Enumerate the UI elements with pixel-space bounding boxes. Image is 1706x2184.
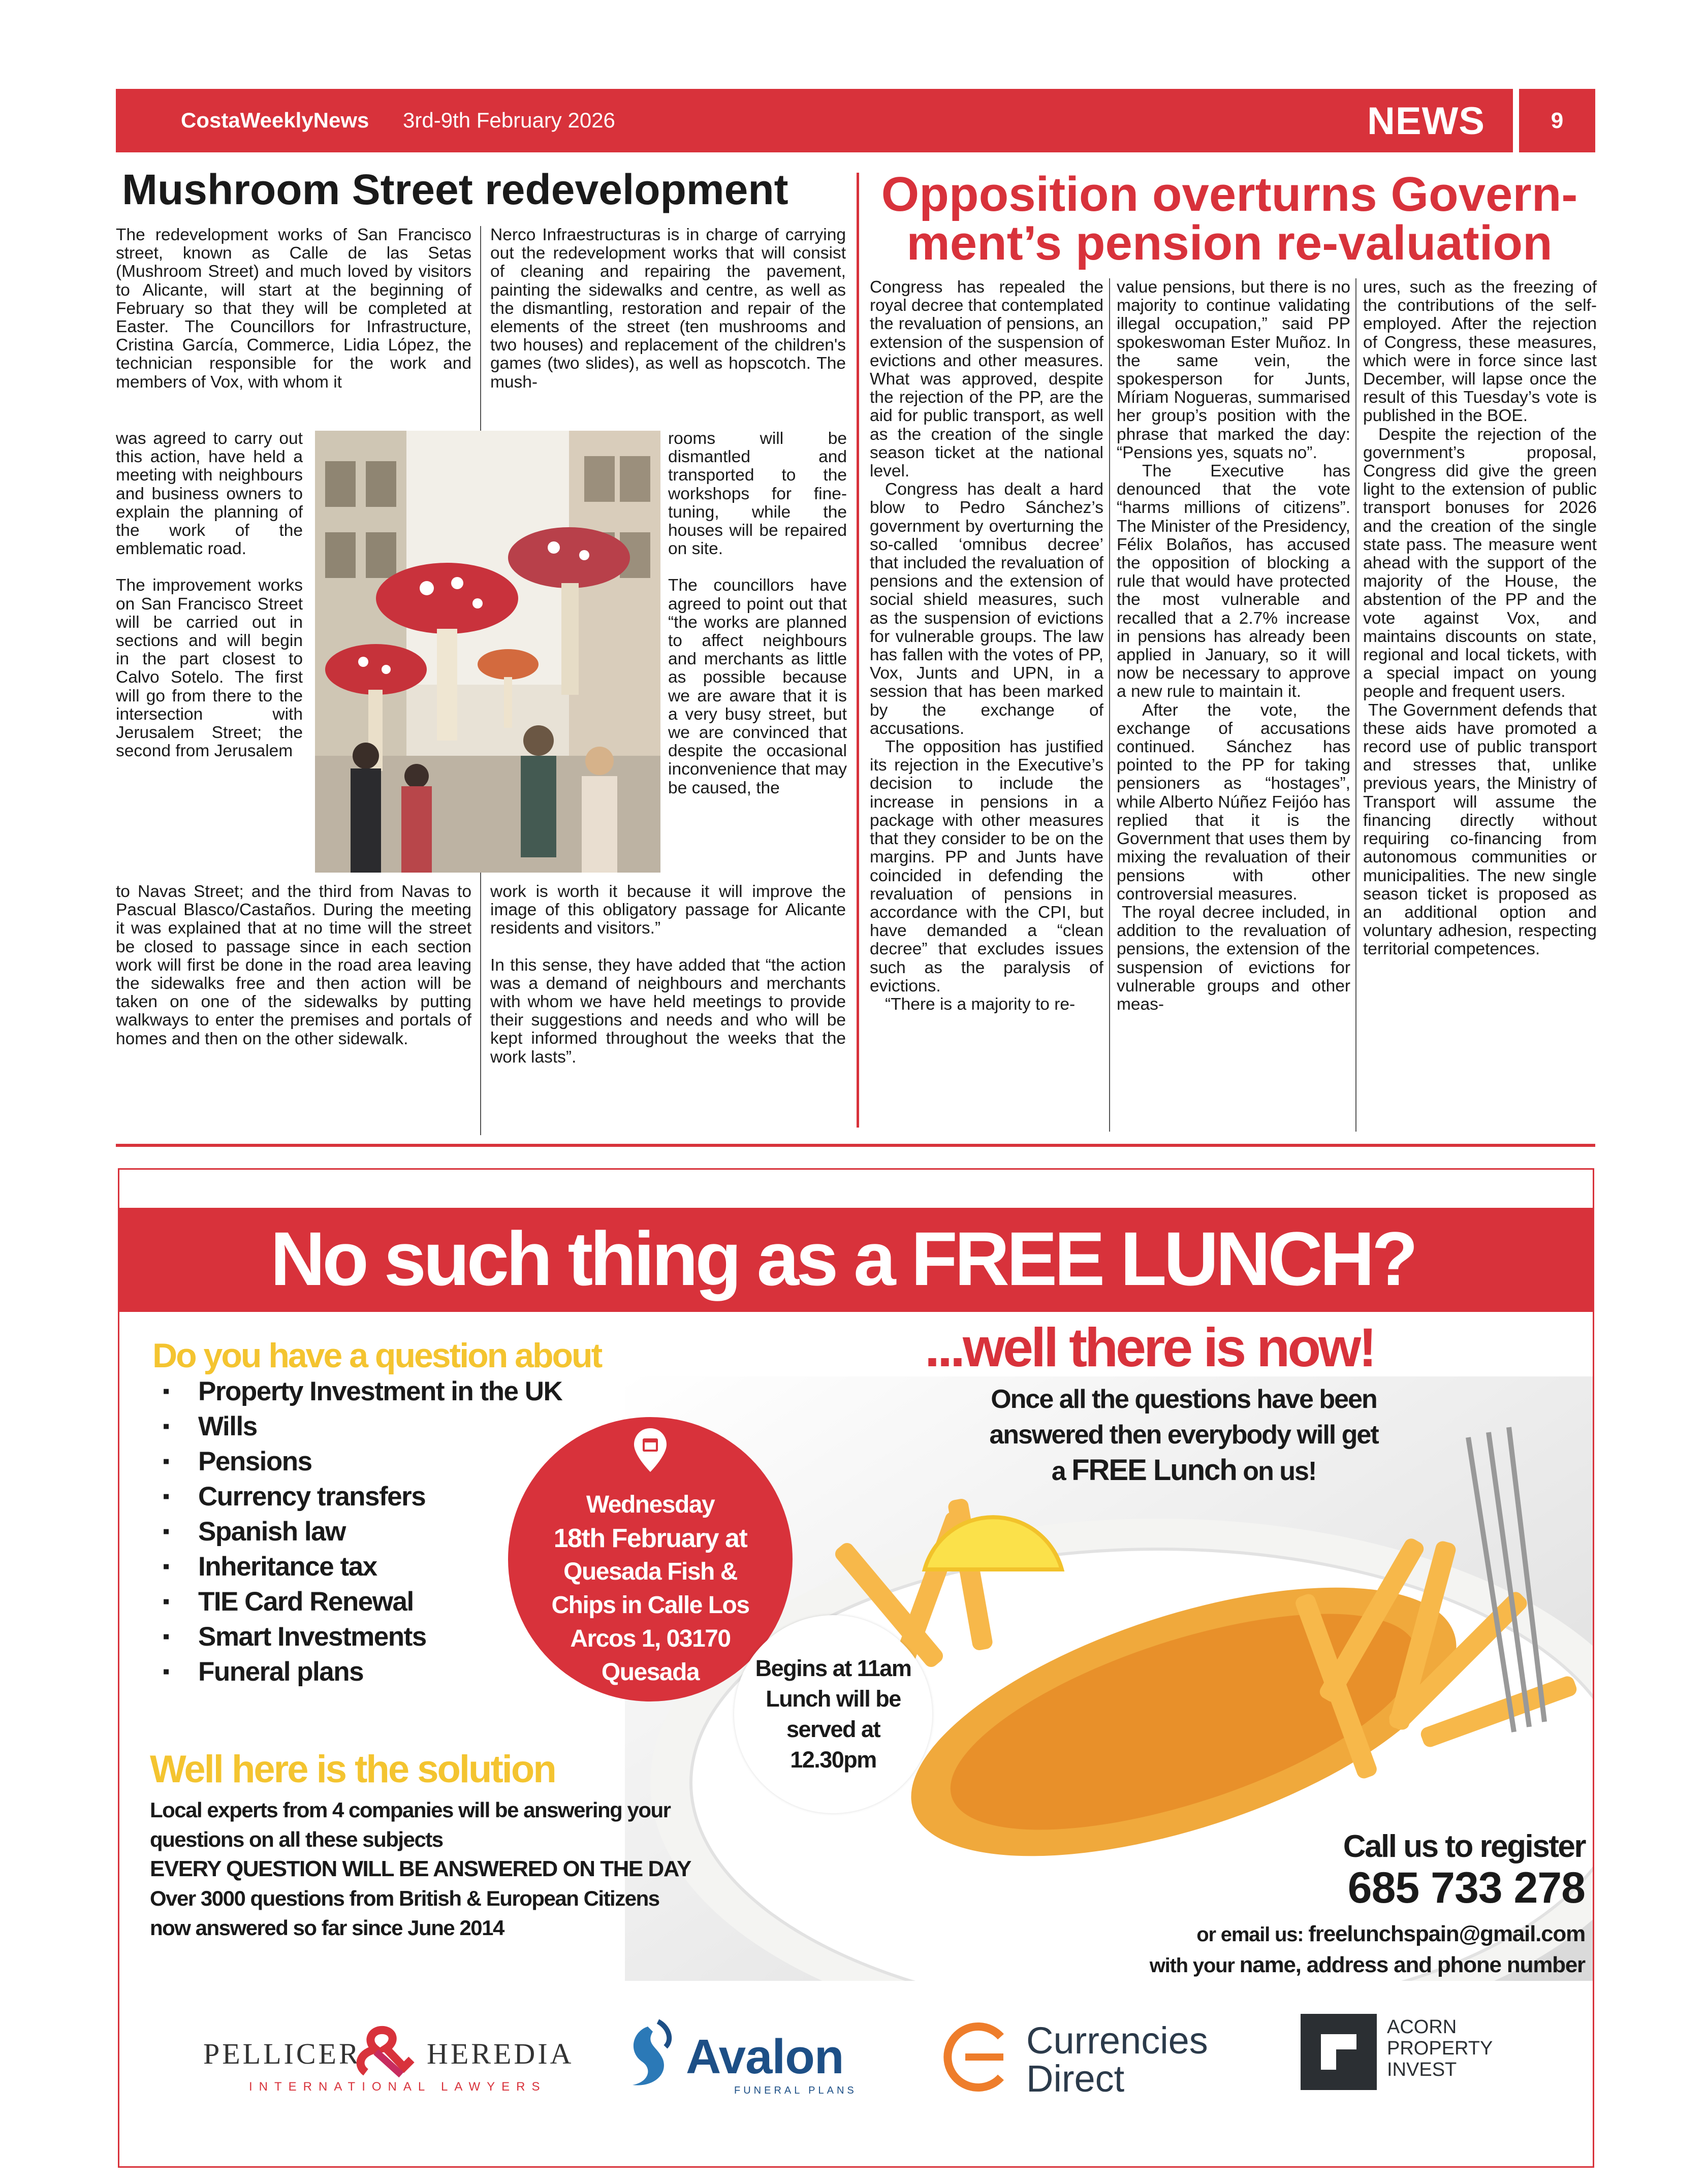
article1-col2-wrap — [668, 430, 847, 797]
article1-title: Mushroom Street redevelopment — [122, 166, 788, 213]
event-line: Quesada Fish & — [563, 1558, 737, 1585]
solution-heading: Well here is the solution — [150, 1748, 555, 1791]
paragraph: The Government defends that these aids have promoted a record use of public transport and stresses that, unlike previous years, the Ministry of Transport will assume the financing directly without requiring co-financing from autonomous communities or municipalities. The new single season ticket is proposed as an additional option and voluntary adhesion, respecting territorial competences. — [1363, 700, 1597, 959]
promise-line: answered then everybody will get — [989, 1420, 1378, 1450]
paragraph: was agreed to carry out this action, have held a meeting with neighbours and business owners to explain the planning of the work of the emblematic road. — [116, 429, 303, 559]
topic-item: ▪ Property Investment in the UK — [198, 1374, 562, 1409]
free-lunch-promise — [909, 1382, 1458, 1489]
advert-headline — [270, 1215, 1415, 1303]
paragraph: The redevelopment works of San Francisco street, known as Calle de las Setas (Mushroom Street) and much loved by visitors to Alicante, will start at the beginning of February so that they will be completed at Easter. The Councillors for Infrastructure, Cristina García, Commerce, Lidia López, the technician responsible for the work and members of Vox, with whom it — [116, 226, 471, 392]
solution-line: now answered so far since June 2014 — [150, 1916, 504, 1940]
solution-text — [150, 1795, 691, 1943]
section-label: NEWS — [1367, 100, 1485, 143]
solution-line: questions on all these subjects — [150, 1827, 443, 1851]
logo-text: PELLICER — [203, 2037, 361, 2070]
ampersand-icon — [356, 2024, 417, 2080]
promise-emphasis: FREE Lunch — [1071, 1454, 1237, 1487]
paragraph: Congress has repealed the royal decree that contemplated the revaluation of pensions, an extension of the suspension of evictions and other measures. What was approved, despite the rejection of the PP, are the aid for public transport, as well as the creation of the single season ticket at the national level. — [870, 278, 1103, 481]
acorn-property-invest-logo — [1301, 2009, 1514, 2100]
logo-line: ACORN — [1387, 2016, 1457, 2038]
event-line: Wednesday — [586, 1491, 715, 1518]
pellicer-heredia-logo — [203, 2024, 589, 2095]
article2-title — [864, 167, 1595, 270]
paragraph: After the vote, the exchange of accusations continued. Sánchez has pointed to the PP for taking pensioners as “hostages”, while Alberto Núñez Feijóo has replied that it is the Government that uses them by mixing the revaluation of their pensions with other controversial measures. — [1117, 700, 1350, 904]
article1-col2-bottom — [490, 883, 846, 1067]
email-address[interactable]: freelunchspain@gmail.com — [1308, 1921, 1585, 1946]
logo-line: INVEST — [1387, 2059, 1457, 2080]
article2-col1 — [870, 278, 1103, 1014]
topic-item: ▪ Pensions — [198, 1444, 562, 1479]
promise-line — [909, 1453, 1458, 1489]
paragraph: “There is a majority to re- — [885, 994, 1076, 1014]
event-line: Quesada — [601, 1659, 700, 1686]
paragraph: The improvement works on San Francisco Street will be carried out in sections and will begin in the part closest to Calvo Sotelo. The first will go from there to the intersection with Jerusalem Street; the second from Jerusalem — [116, 576, 303, 761]
promise-line: Once all the questions have been — [991, 1385, 1377, 1414]
logo-subtext: FUNERAL PLANS — [734, 2085, 857, 2096]
time-badge — [734, 1615, 932, 1813]
logo-text: Avalon — [686, 2030, 844, 2084]
title-line: Opposition overturns Govern- — [881, 167, 1578, 221]
time-details — [734, 1653, 932, 1775]
email-info — [940, 1919, 1585, 1981]
advert-banner — [118, 1208, 1594, 1312]
currencies-direct-icon — [940, 2019, 1016, 2095]
headline-emphasis: FREE LUNCH? — [911, 1216, 1415, 1301]
article1-col1-wrap — [116, 430, 303, 760]
avalon-logo — [617, 2011, 871, 2103]
acorn-icon — [1301, 2014, 1377, 2090]
location-pin-icon — [633, 1427, 668, 1473]
paragraph: ures, such as the freezing of the contributions of the self-employed. After the rejection of Congress, these measures, which were in force since last December, will lapse once the result of this Tuesday’s vote is published in the BOE. — [1363, 278, 1597, 426]
article2-col2 — [1117, 278, 1350, 1014]
email-label: or email us: — [1196, 1923, 1309, 1946]
topic-item: ▪ TIE Card Renewal — [198, 1584, 562, 1619]
page-header — [116, 89, 1513, 152]
logo-text: Currencies — [1026, 2019, 1208, 2062]
article1-col2-top — [490, 226, 846, 392]
article2-col3 — [1363, 278, 1597, 959]
solution-line: Over 3000 questions from British & European Citizens — [150, 1886, 659, 1910]
paragraph: Nerco Infraestructuras is in charge of carrying out the redevelopment works that will consist of cleaning and repairing the pavement, painting the sidewalks and centre, as well as the dismantling, restoration and repair of the elements of the street (ten mushrooms and two houses) and replacement of the children's games (two slides), as well as hopscotch. The mush- — [490, 226, 846, 392]
time-line: 12.30pm — [790, 1747, 876, 1773]
event-line: Chips in Calle Los — [551, 1592, 749, 1619]
logo-text — [1387, 2016, 1493, 2080]
cta-heading: Call us to register — [1343, 1829, 1585, 1864]
logo-line: PROPERTY — [1387, 2038, 1493, 2059]
column-divider — [1355, 278, 1356, 1132]
currencies-direct-logo — [940, 2009, 1224, 2100]
logo-text: HEREDIA — [427, 2037, 574, 2070]
title-line: ment’s pension re-valuation — [906, 216, 1553, 270]
time-line: Lunch will be — [766, 1686, 901, 1712]
section-separator — [116, 1144, 1595, 1147]
publication-name: CostaWeeklyNews — [181, 108, 369, 132]
logo-subtext: INTERNATIONAL LAWYERS — [249, 2080, 547, 2094]
event-line: 18th February at — [553, 1524, 747, 1553]
article1-col1-bottom — [116, 883, 471, 1048]
paragraph: Congress has dealt a hard blow to Pedro Sánchez’s government by overturning the so-called ‘omnibus decree’ that included the revaluation of pensions and the extension of social shield measures, such as the suspension of evictions for vulnerable groups. The law has fallen with the votes of PP, Vox, Junts and UPN, in a session that has been marked by the exchange of accusations. — [870, 480, 1103, 738]
solution-line: Local experts from 4 companies will be answering your — [150, 1798, 671, 1822]
promise-text: on us! — [1236, 1457, 1316, 1486]
swan-icon — [617, 2016, 683, 2093]
headline-part: No such thing as a — [270, 1216, 911, 1301]
page-number: 9 — [1519, 89, 1595, 152]
mushroom-street-photo — [315, 431, 660, 873]
question-heading: Do you have a question about — [152, 1336, 602, 1375]
email-note-text: with your — [1149, 1954, 1240, 1977]
topic-list — [152, 1374, 562, 1689]
time-line: served at — [786, 1716, 880, 1742]
paragraph: The councillors have agreed to point out that “the works are planned to affect neighbours and merchants as little as possible because we are aware that it is a very busy street, but we are convinced that despite the occasional inconvenience that may be caused, the — [668, 576, 847, 797]
topic-item: ▪ Inheritance tax — [198, 1549, 562, 1584]
email-line — [940, 1919, 1585, 1950]
article-divider — [857, 173, 859, 1128]
paragraph: The Executive has denounced that the vote “harms millions of citizens”. The Minister of the Presidency, Félix Bolaños, has accused the opposition of blocking a rule that would have protected the most vulnerable and recalled that a 2.7% increase in pensions has already been applied in January, so it will now be necessary to approve a new rule to maintain it. — [1117, 462, 1350, 701]
logo-text: Direct — [1026, 2058, 1125, 2100]
topic-item: ▪ Smart Investments — [198, 1619, 562, 1654]
time-line: Begins at 11am — [755, 1655, 911, 1681]
paragraph: In this sense, they have added that “the action was a demand of neighbours and merchants with whom we have held meetings to provide their suggestions and needs and who will be kept informed throughout the weeks that the work lasts”. — [490, 955, 846, 1067]
column-divider — [1109, 278, 1110, 1132]
paragraph: work is worth it because it will improve the image of this obligatory passage for Alicante residents and visitors.” — [490, 882, 846, 938]
paragraph: to Navas Street; and the third from Navas to Pascual Blasco/Castaños. During the meeting it was explained that at no time will the street be closed to passage since in each section work will first be done in the road area leaving the sidewalks free and then action will be taken on one of the sidewalks by putting walkways to enter the premises and portals of homes and then on the other sidewalk. — [116, 882, 471, 1048]
promise-text: a — [1051, 1457, 1072, 1486]
topic-item: ▪ Currency transfers — [198, 1479, 562, 1514]
paragraph: The opposition has justified its rejection in the Executive’s decision to include the increase in pensions in a package with other measures that they consider to be on the margins. PP and Junts have coincided in defending the revaluation of pensions in accordance with the CPI, but have demanded a “clean decree” that excludes issues such as the paralysis of evictions. — [870, 737, 1103, 995]
email-note-emphasis: name, address and phone number — [1239, 1952, 1585, 1977]
paragraph: The royal decree included, in addition to the revaluation of pensions, the extension of the suspension of evictions for vulnerable groups and other meas- — [1117, 903, 1350, 1014]
subheadline: ...well there is now! — [925, 1316, 1375, 1378]
topic-item: ▪ Wills — [198, 1409, 562, 1444]
paragraph: value pensions, but there is no majority to continue validating illegal occupation,” said PP spokeswoman Ester Muñoz. In the same vein, the spokesperson for Junts, Míriam Nogueras, summarised her group’s position with the phrase that marked the day: “Pensions yes, squats no”. — [1117, 278, 1350, 462]
solution-line: EVERY QUESTION WILL BE ANSWERED ON THE DAY — [150, 1856, 691, 1881]
phone-number[interactable]: 685 733 278 — [1347, 1864, 1585, 1912]
paragraph: Despite the rejection of the government’s proposal, Congress did give the green light to the extension of public transport bonuses for 2026 and the creation of the single state pass. The measure went ahead with the support of the majority of the House, the abstention of the PP and the vote against Vox, and maintains discounts on state, regional and local tickets, with a special impact on young people and frequent users. — [1363, 425, 1597, 701]
email-note — [940, 1950, 1585, 1981]
event-line: Arcos 1, 03170 — [570, 1625, 731, 1652]
issue-date: 3rd-9th February 2026 — [403, 108, 615, 132]
article1-col1-top — [116, 226, 471, 392]
topic-item: ▪ Funeral plans — [198, 1654, 562, 1689]
topic-item: ▪ Spanish law — [198, 1514, 562, 1549]
register-cta — [1194, 1828, 1585, 1911]
paragraph: rooms will be dismantled and transported to the workshops for fine-tuning, while the houses will be repaired on site. — [668, 429, 847, 559]
